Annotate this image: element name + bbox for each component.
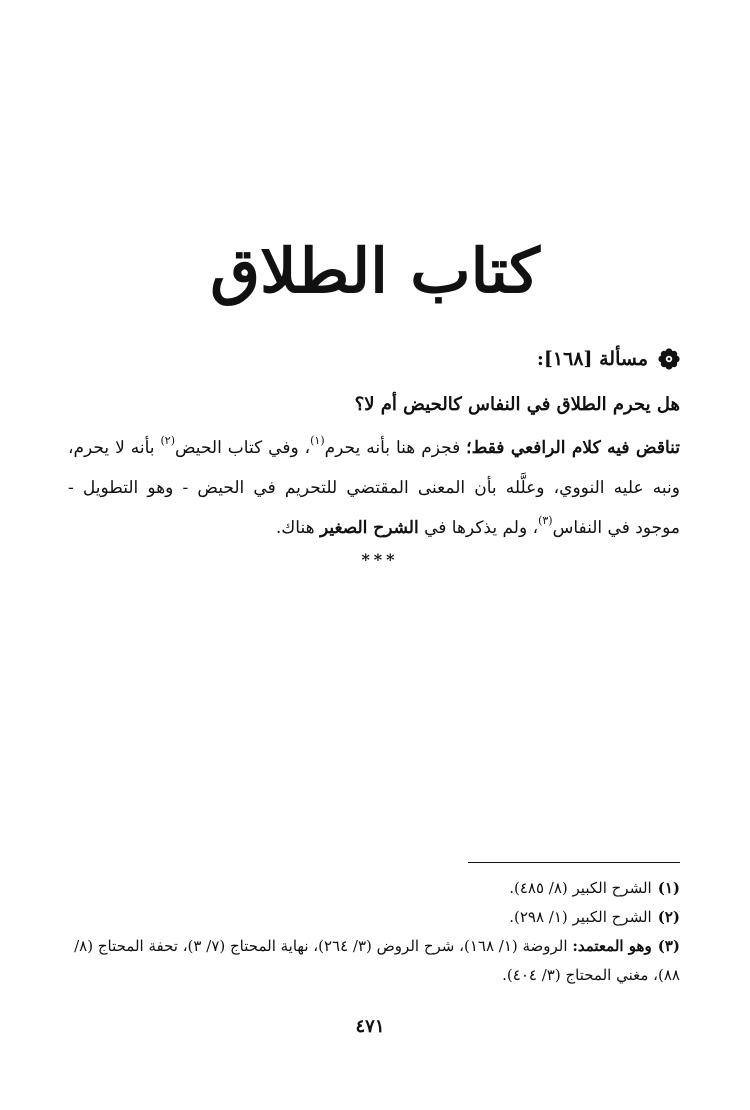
footnote-item [68,874,680,903]
body-text-segment: هناك. [275,518,320,538]
body-text-segment: ، ولم يذكرها في [418,518,539,538]
footnote-text: الروضة (١/ ١٦٨)، شرح الروض (٣/ ٢٦٤)، نهاية المحتاج (٧/ ٣)، تحفة المحتاج (٨/ ٨٨)، مغني المحتاج (٣/ ٤٠٤). [74,937,680,984]
body-bold-lead: تناقض فيه كلام الرافعي فقط؛ [466,438,681,458]
footnote-text: الشرح الكبير (١/ ٢٩٨). [509,908,652,926]
issue-number-label: مسألة [١٦٨]: [536,348,648,370]
footnote-item [68,903,680,932]
footnotes [68,874,680,990]
body-text-segment: فجزم هنا بأنه يحرم [324,438,467,458]
footnote-text: الشرح الكبير (٨/ ٤٨٥). [509,879,652,897]
footnote-ref-2: (٢) [160,434,175,447]
footnote-ref-3: (٣) [538,514,553,527]
footnote-bold-lead: وهو المعتمد: [572,937,652,955]
section-separator: *** [361,550,399,569]
question-text: هل يحرم الطلاق في النفاس كالحيض أم لا؟ [354,394,680,415]
body-text-segment: بأنه لا يحرم، ونبه عليه النووي، وعلَّله بأن المعنى المقتضي للتحريم في الحيض - وهو التطويل - موجود في النفاس [68,438,680,538]
footnote-ref-1: (١) [310,434,325,447]
issue-heading [70,343,680,375]
chapter-title: كتاب الطلاق [210,235,540,308]
page-number: ٤٧١ [355,1016,385,1037]
footnote-number: (٢) [657,908,680,926]
footnote-number: (١) [657,879,680,897]
footnote-divider [468,862,680,863]
body-text-segment: ، وفي كتاب الحيض [174,438,311,458]
flower-star-icon [658,348,680,370]
body-paragraph [68,428,680,548]
body-bold-term: الشرح الصغير [319,518,419,538]
footnote-number: (٣) [657,937,680,955]
footnote-item [68,932,680,990]
